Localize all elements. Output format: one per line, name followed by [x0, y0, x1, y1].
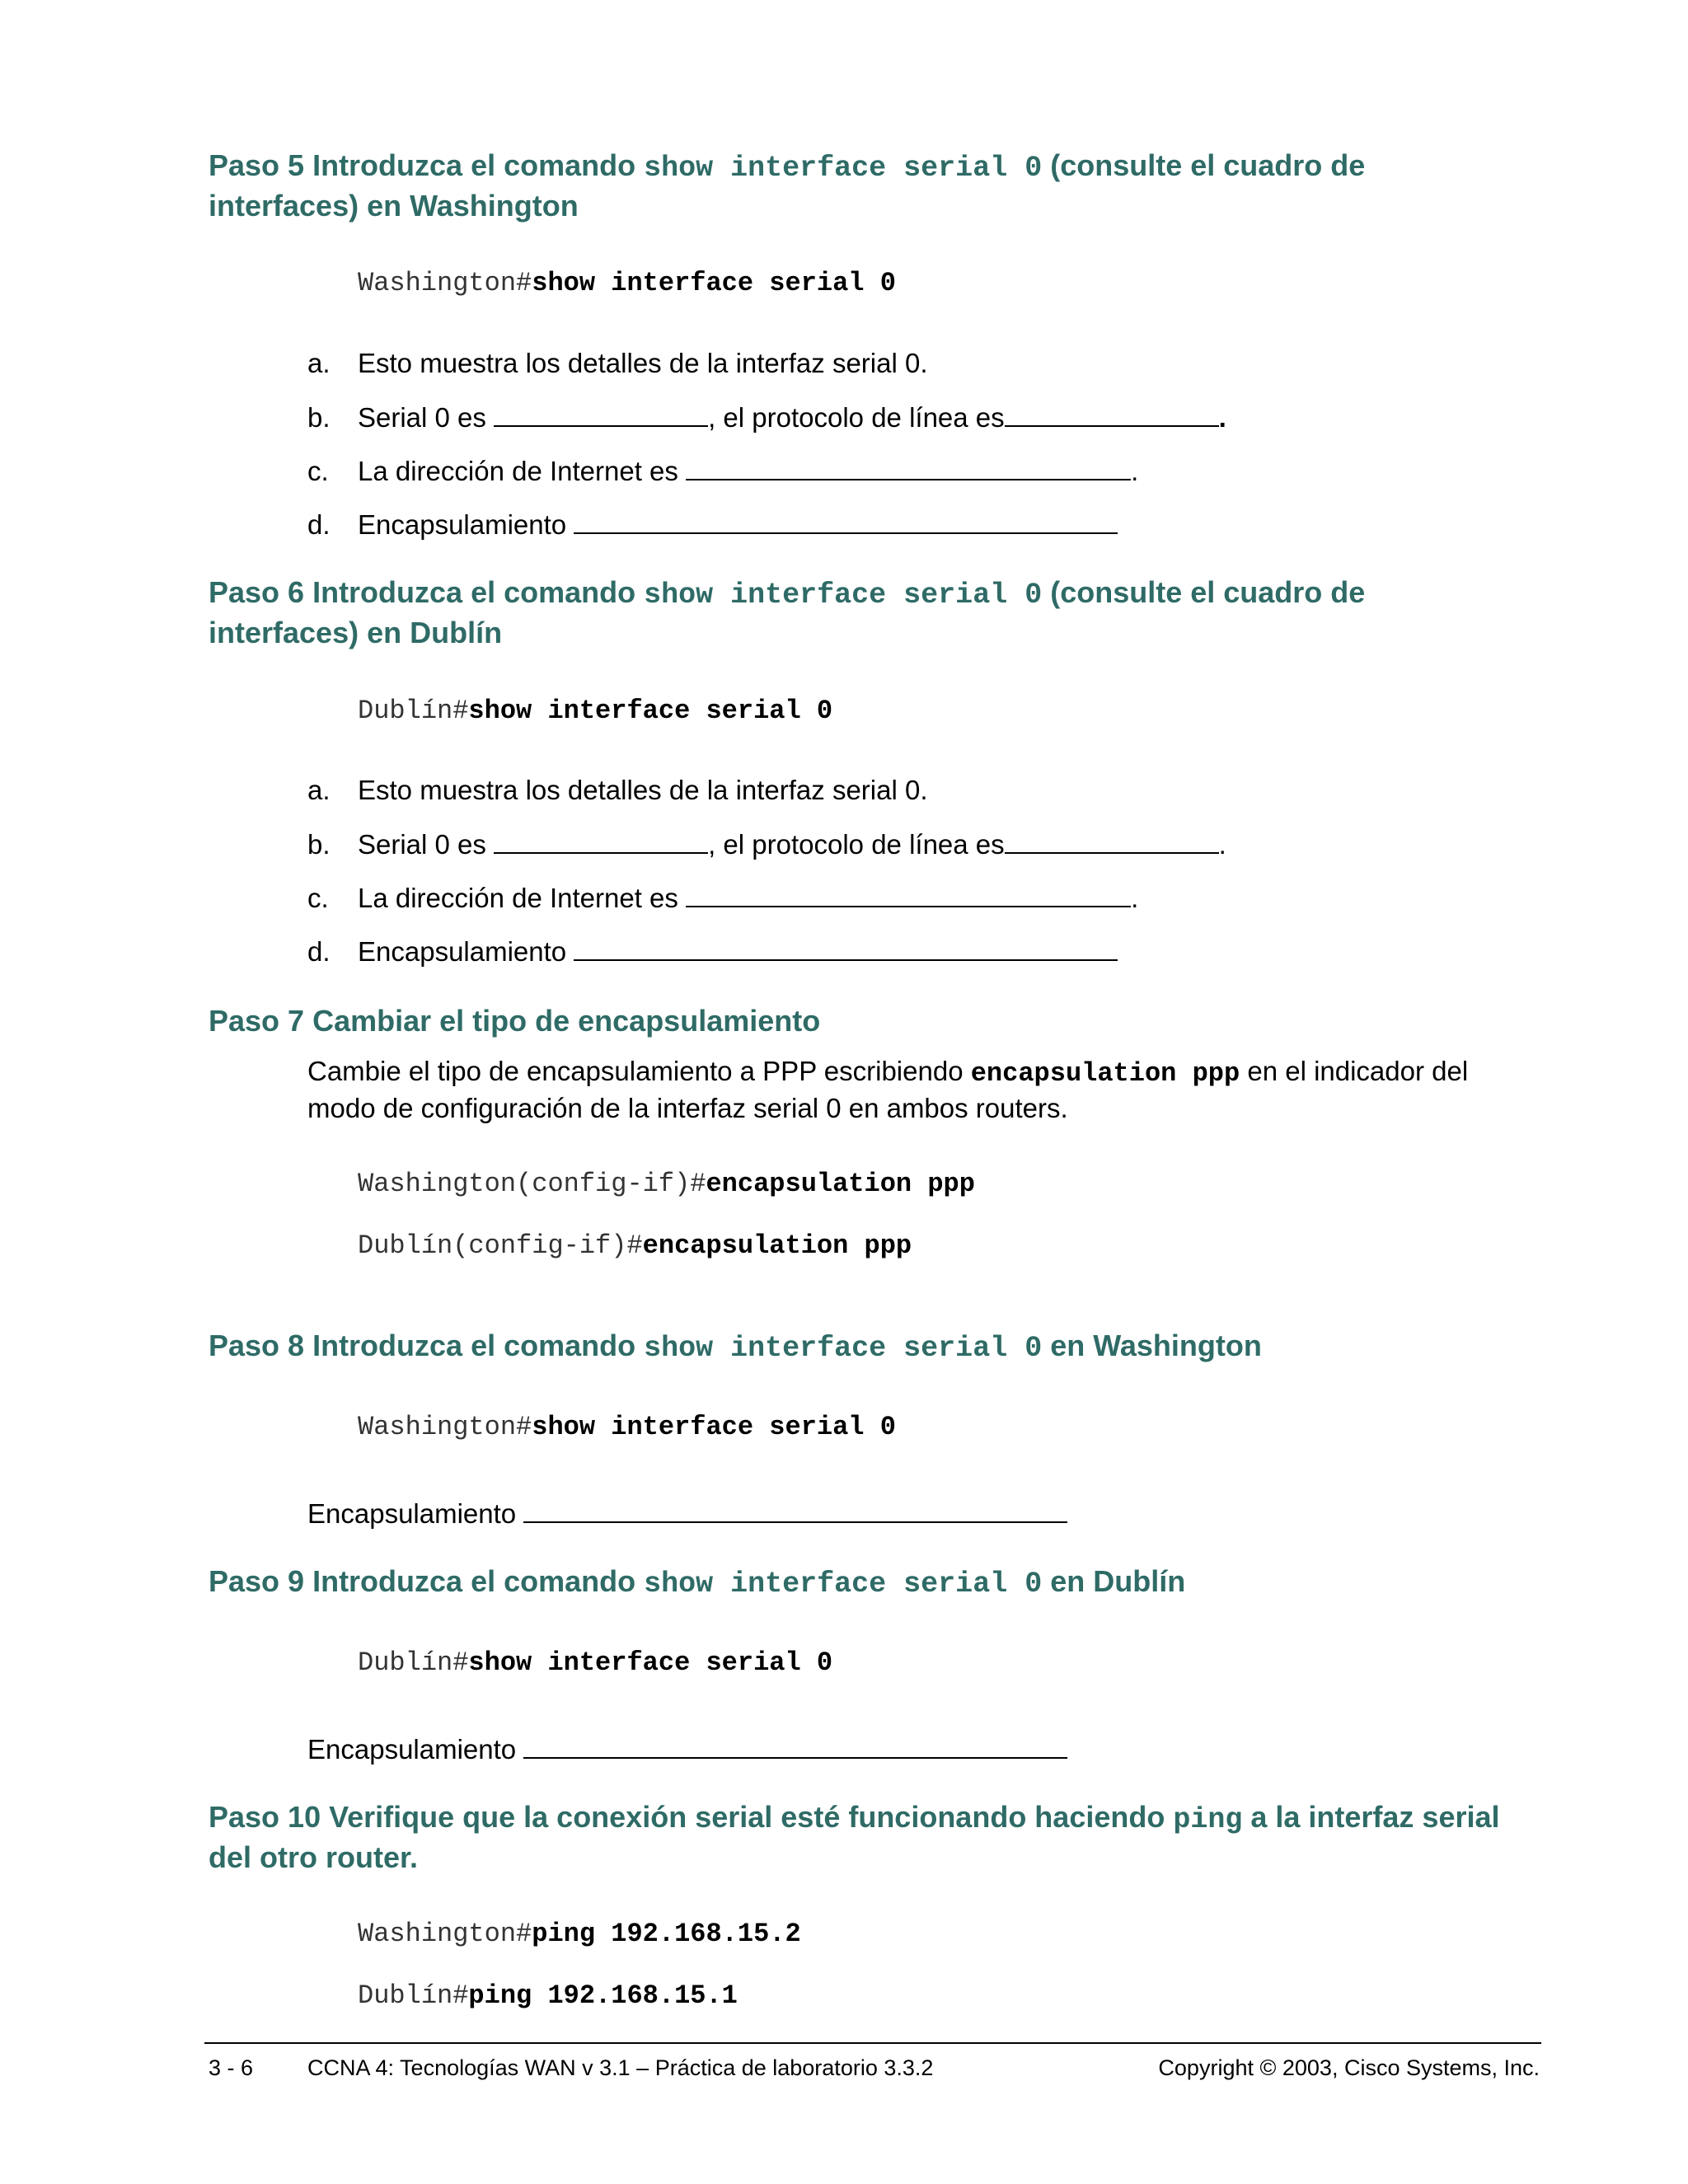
blank-line — [494, 401, 708, 427]
blank-line — [523, 1497, 1067, 1523]
paso-5-item-b: b. Serial 0 es , el protocolo de línea es . — [307, 402, 1226, 433]
paso-7-command-washington: Washington(config-if)#encapsulation ppp — [358, 1169, 975, 1199]
paso-5-command: Washington#show interface serial 0 — [358, 268, 896, 298]
paso-9-encapsulamiento: Encapsulamiento — [307, 1732, 1067, 1766]
paso-10-heading: Paso 10 Verifique que la conexión serial esté funcionando haciendo ping a la interfaz serial del otro router. — [209, 1800, 1500, 1874]
paso-5-item-c: c. La dirección de Internet es . — [307, 456, 1139, 486]
paso-5-heading: Paso 5 Introduzca el comando show interface serial 0 (consulte el cuadro de interfaces) en Washington — [209, 148, 1366, 223]
footer-page-number: 3 - 6 — [209, 2055, 254, 2080]
footer-copyright: Copyright © 2003, Cisco Systems, Inc. — [1158, 2055, 1540, 2080]
paso-6-item-a: a. Esto muestra los detalles de la interfaz serial 0. — [307, 775, 928, 805]
blank-line — [574, 508, 1118, 534]
blank-line — [523, 1732, 1067, 1759]
paso-8-heading: Paso 8 Introduzca el comando show interface serial 0 en Washington — [209, 1329, 1262, 1365]
paso-7-command-dublin: Dublín(config-if)#encapsulation ppp — [358, 1230, 912, 1261]
paso-9-heading: Paso 9 Introduzca el comando show interface serial 0 en Dublín — [209, 1564, 1186, 1601]
blank-line — [494, 827, 708, 854]
paso-7-heading: Paso 7 Cambiar el tipo de encapsulamiento — [209, 1004, 821, 1038]
blank-line — [1005, 401, 1219, 427]
paso-9-command: Dublín#show interface serial 0 — [358, 1647, 833, 1678]
paso-8-encapsulamiento: Encapsulamiento — [307, 1497, 1067, 1530]
paso-6-item-c: c. La dirección de Internet es . — [307, 883, 1139, 913]
footer-course-title: CCNA 4: Tecnologías WAN v 3.1 – Práctica de laboratorio 3.3.2 — [307, 2055, 934, 2080]
blank-line — [686, 454, 1131, 480]
paso-5-item-d: d. Encapsulamiento — [307, 508, 1118, 541]
paso-6-heading: Paso 6 Introduzca el comando show interface serial 0 (consulte el cuadro de interfaces) en Dublín — [209, 575, 1366, 649]
paso-10-command-washington: Washington#ping 192.168.15.2 — [358, 1919, 801, 1949]
paso-6-item-d: d. Encapsulamiento — [307, 935, 1118, 968]
paso-8-command: Washington#show interface serial 0 — [358, 1412, 896, 1442]
blank-line — [1005, 827, 1219, 854]
paso-6-command: Dublín#show interface serial 0 — [358, 696, 833, 726]
paso-5-item-a: a. Esto muestra los detalles de la interfaz serial 0. — [307, 348, 928, 378]
paso-7-paragraph: Cambie el tipo de encapsulamiento a PPP escribiendo encapsulation ppp en el indicador del modo de configuración de la interfaz serial 0 en ambos routers. — [307, 1056, 1469, 1123]
paso-10-command-dublin: Dublín#ping 192.168.15.1 — [358, 1980, 738, 2011]
paso-6-item-b: b. Serial 0 es , el protocolo de línea es . — [307, 829, 1226, 860]
footer-divider — [204, 2042, 1541, 2044]
blank-line — [686, 881, 1131, 907]
blank-line — [574, 935, 1118, 961]
